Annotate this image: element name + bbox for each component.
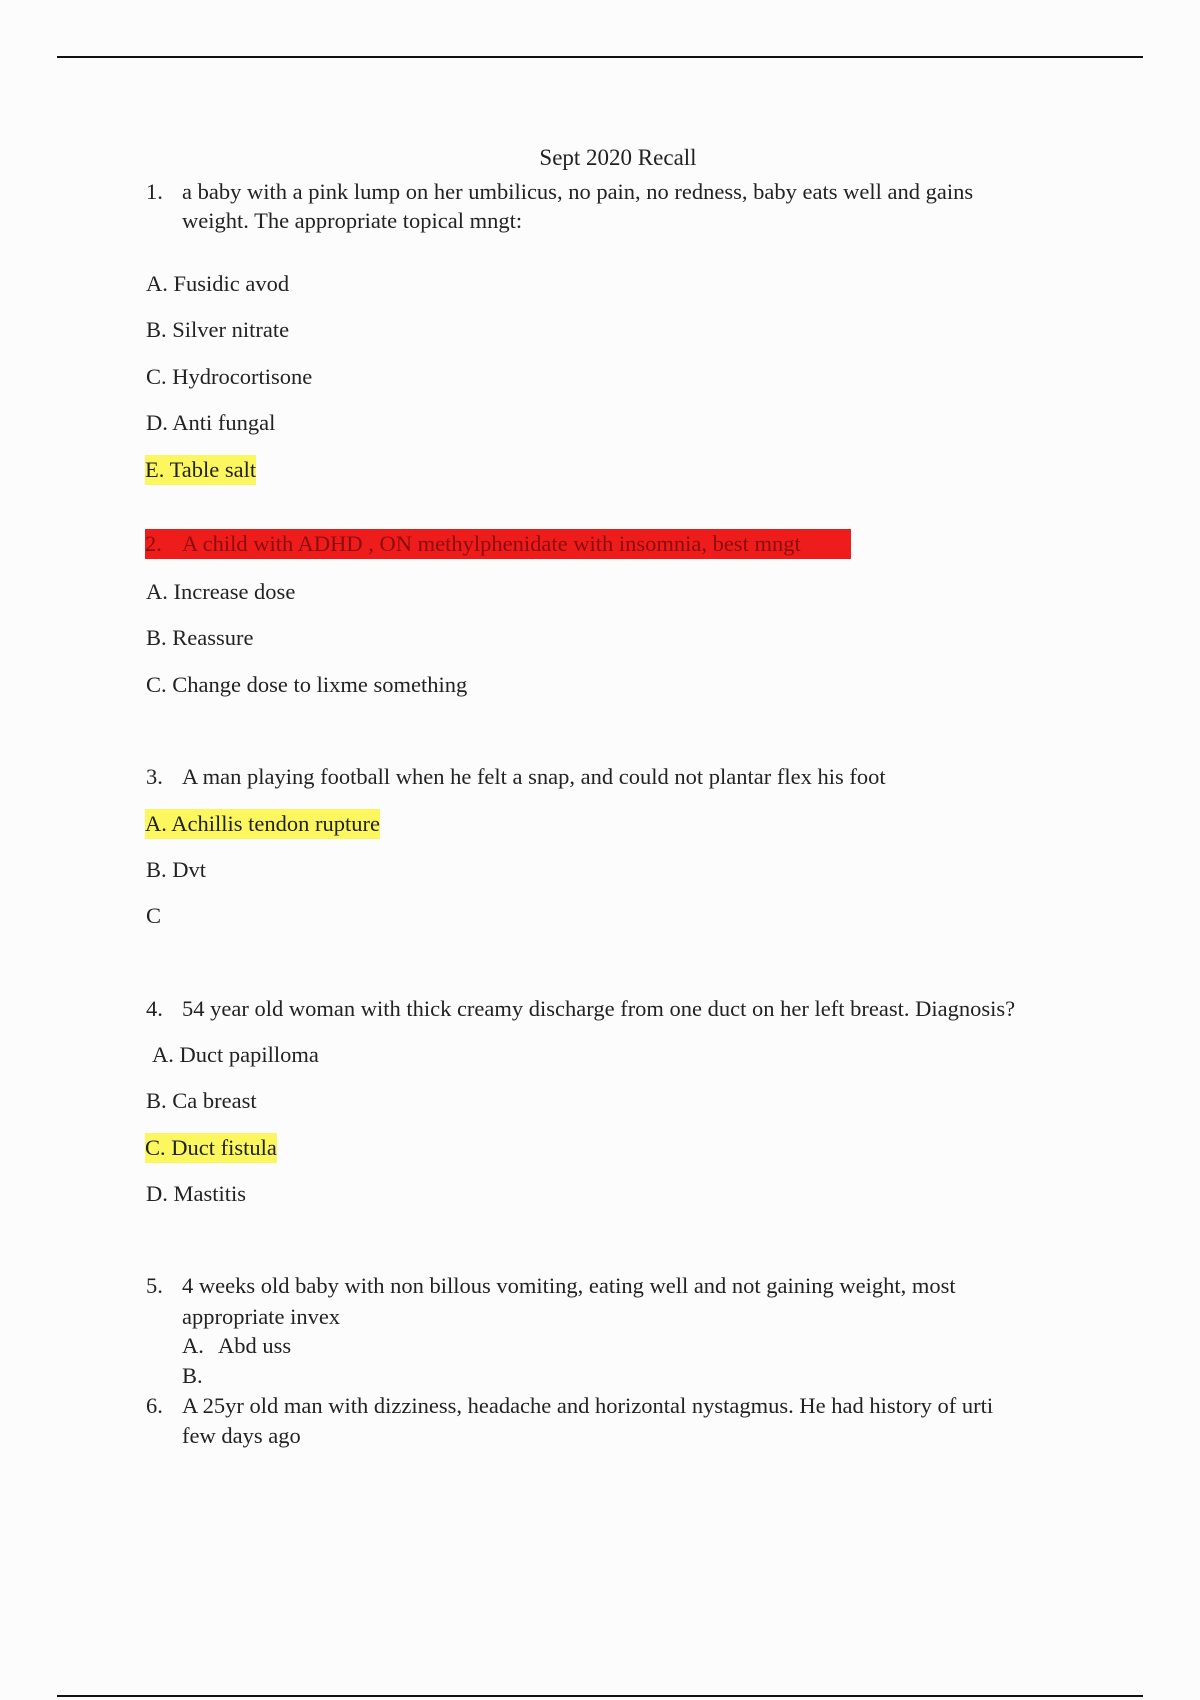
question-2-option-a: A. Increase dose <box>146 579 296 604</box>
question-5-sub-a-text: Abd uss <box>218 1333 292 1358</box>
question-4-option-a: A. Duct papilloma <box>152 1042 319 1067</box>
question-1-option-a: A. Fusidic avod <box>146 271 290 296</box>
question-4-option-d: D. Mastitis <box>146 1181 247 1206</box>
question-3-option-b: B. Dvt <box>146 857 207 882</box>
question-5-text-line-1: 4 weeks old baby with non billous vomiting, eating well and not gaining weight, most <box>182 1273 956 1298</box>
question-5-text-line-2: appropriate invex <box>182 1304 341 1329</box>
question-3-number: 3. <box>146 764 163 789</box>
question-2-highlighted <box>145 529 851 559</box>
question-3-option-c: C <box>146 903 162 928</box>
question-4-option-c-highlighted: C. Duct fistula <box>145 1133 277 1163</box>
question-1-text-line-2: weight. The appropriate topical mngt: <box>182 208 523 233</box>
question-5-sub-a-letter: A. <box>182 1333 204 1358</box>
question-6-text-line-2: few days ago <box>182 1423 301 1448</box>
page-title: Sept 2020 Recall <box>539 145 697 170</box>
question-1-number: 1. <box>146 179 163 204</box>
question-1-option-b: B. Silver nitrate <box>146 317 290 342</box>
question-1-text-line-1: a baby with a pink lump on her umbilicus, no pain, no redness, baby eats well and gains <box>182 179 974 204</box>
question-6-number: 6. <box>146 1393 163 1418</box>
question-5-sub-b-letter: B. <box>182 1363 203 1388</box>
bottom-rule <box>57 1695 1143 1697</box>
question-1-option-e-highlighted: E. Table salt <box>145 455 256 485</box>
question-4-number: 4. <box>146 996 163 1021</box>
question-4-text: 54 year old woman with thick creamy discharge from one duct on her left breast. Diagnosis? <box>182 996 1016 1021</box>
question-5-number: 5. <box>146 1273 163 1298</box>
question-6-text-line-1: A 25yr old man with dizziness, headache and horizontal nystagmus. He had history of urti <box>182 1393 994 1418</box>
question-4-option-b: B. Ca breast <box>146 1088 257 1113</box>
question-1-option-d: D. Anti fungal <box>146 410 276 435</box>
question-2-option-c: C. Change dose to lixme something <box>146 672 468 697</box>
question-2-text: A child with ADHD , ON methylphenidate with insomnia, best mngt <box>182 531 801 556</box>
question-2-option-b: B. Reassure <box>146 625 254 650</box>
question-3-option-a-highlighted: A. Achillis tendon rupture <box>145 809 380 839</box>
question-3-text: A man playing football when he felt a snap, and could not plantar flex his foot <box>182 764 886 789</box>
question-2-number: 2. <box>145 531 162 556</box>
top-rule <box>57 56 1143 58</box>
question-1-option-c: C. Hydrocortisone <box>146 364 313 389</box>
